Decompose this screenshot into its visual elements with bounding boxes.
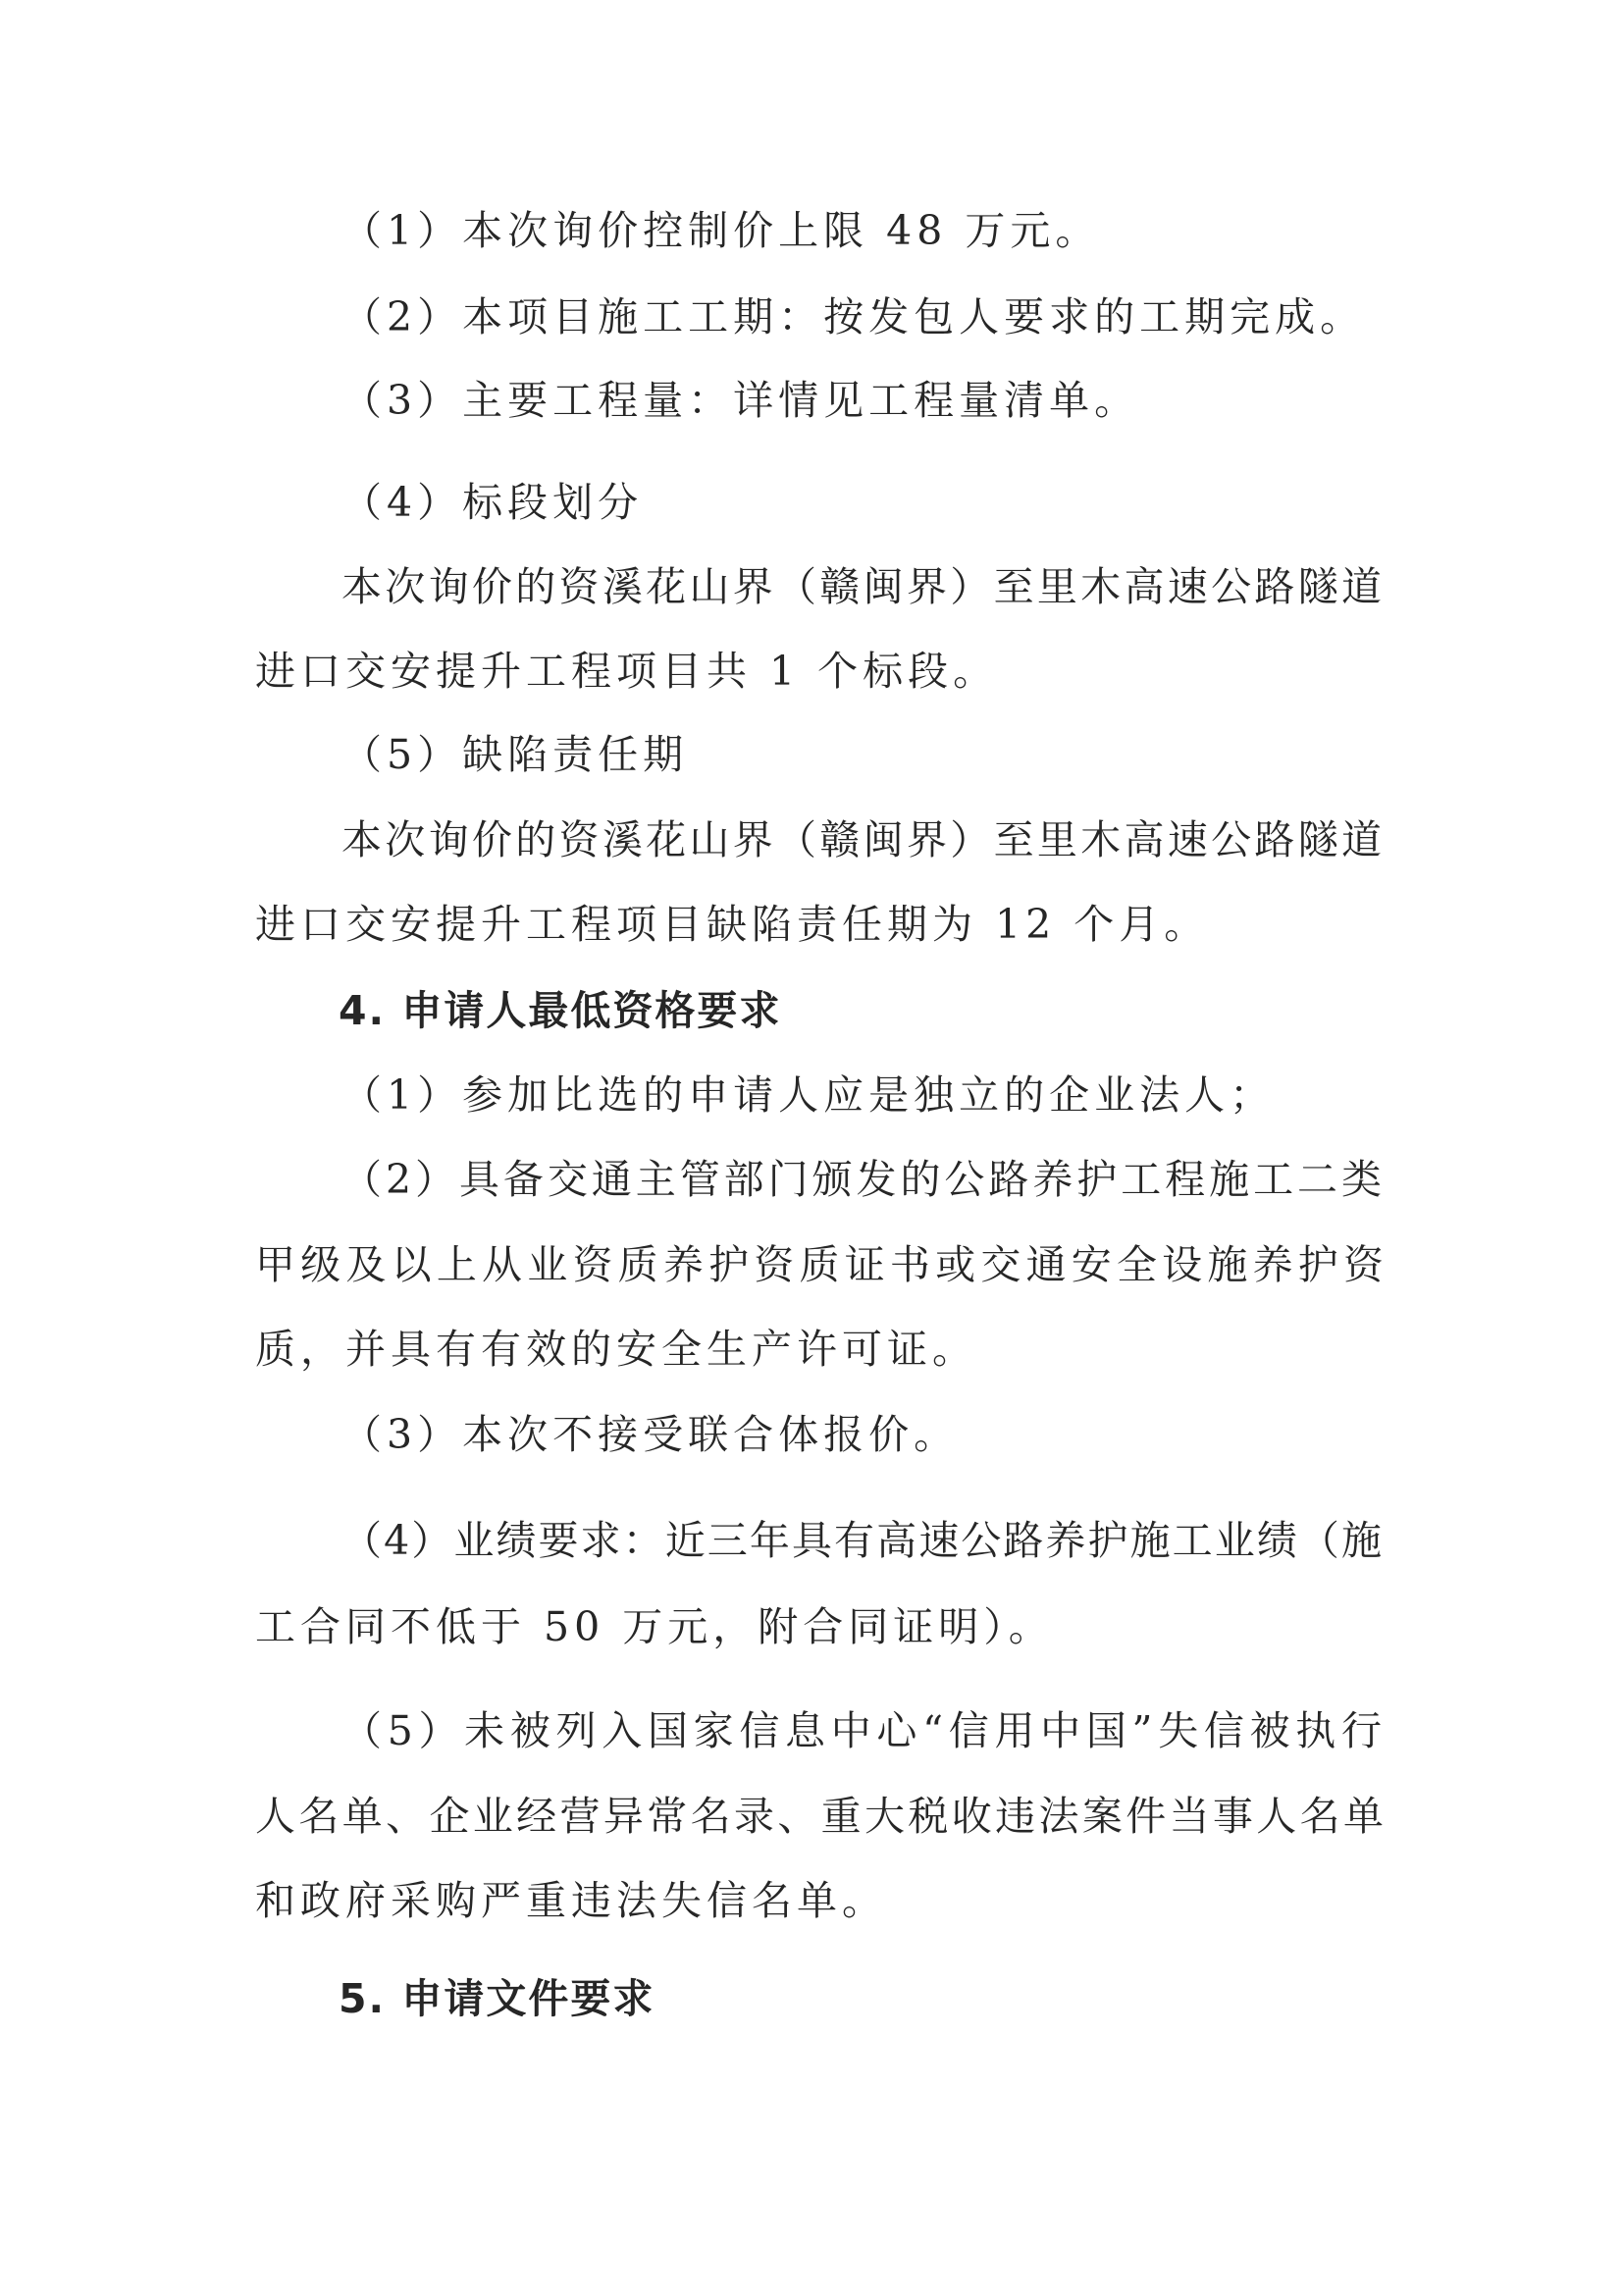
clause-3-2: （2）本项目施工工期：按发包人要求的工期完成。 — [341, 293, 1366, 340]
paragraph-line: 本次询价的资溪花山界（赣闽界）至里木高速公路隧道 — [341, 816, 1382, 863]
clause-4-5: （5）未被列入国家信息中心“信用中国”失信被执行 — [341, 1707, 1382, 1754]
clause-4-3: （3）本次不接受联合体报价。 — [341, 1411, 960, 1458]
paragraph-line: 本次询价的资溪花山界（赣闽界）至里木高速公路隧道 — [341, 563, 1382, 610]
section-heading-4: 4. 申请人最低资格要求 — [339, 987, 782, 1034]
clause-4-1: （1）参加比选的申请人应是独立的企业法人； — [341, 1071, 1276, 1119]
clause-3-1: （1）本次询价控制价上限 48 万元。 — [341, 207, 1101, 254]
clause-3-5: （5）缺陷责任期 — [341, 731, 689, 778]
clause-3-4: （4）标段划分 — [341, 479, 644, 526]
paragraph-line: 人名单、企业经营异常名录、重大税收违法案件当事人名单 — [255, 1793, 1384, 1840]
clause-4-4: （4）业绩要求：近三年具有高速公路养护施工业绩（施 — [341, 1517, 1382, 1564]
paragraph-line: 进口交安提升工程项目缺陷责任期为 12 个月。 — [255, 901, 1210, 948]
clause-3-3: （3）主要工程量：详情见工程量清单。 — [341, 377, 1140, 424]
paragraph-line: 和政府采购严重违法失信名单。 — [255, 1877, 887, 1924]
section-heading-5: 5. 申请文件要求 — [339, 1975, 655, 2022]
paragraph-line: 工合同不低于 50 万元，附合同证明）。 — [255, 1603, 1054, 1650]
paragraph-line: 甲级及以上从业资质养护资质证书或交通安全设施养护资 — [255, 1241, 1384, 1288]
paragraph-line: 质，并具有有效的安全生产许可证。 — [255, 1326, 977, 1373]
paragraph-line: 进口交安提升工程项目共 1 个标段。 — [255, 648, 999, 695]
clause-4-2: （2）具备交通主管部门颁发的公路养护工程施工二类 — [341, 1156, 1382, 1203]
